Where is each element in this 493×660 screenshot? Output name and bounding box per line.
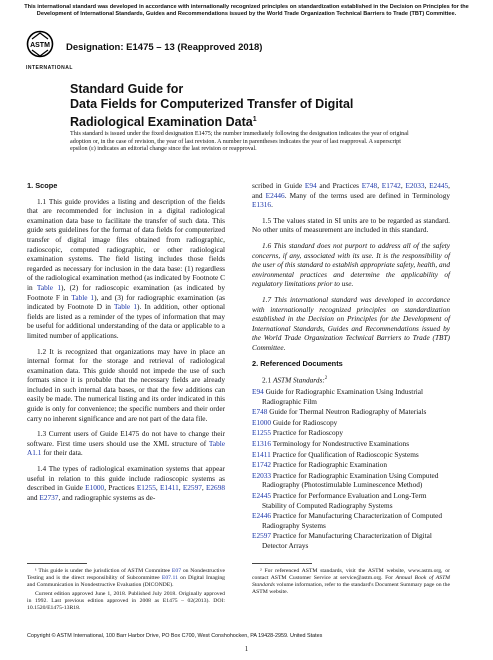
list-item: E2445 Practice for Performance Evaluation and Long-Term Stability of Computed Radiography Systems bbox=[252, 491, 427, 510]
ref-link[interactable]: E07.11 bbox=[161, 575, 178, 581]
ref-link[interactable]: E2445 bbox=[252, 491, 272, 501]
ref-link[interactable]: E1411 bbox=[159, 483, 179, 493]
ref-link[interactable]: E2597 bbox=[252, 531, 272, 541]
list-item: E1255 Practice for Radioscopy bbox=[252, 428, 343, 438]
ref-link[interactable]: E1411 bbox=[252, 449, 271, 459]
logo-text: INTERNATIONAL bbox=[26, 65, 73, 71]
title-line-2: Data Fields for Computerized Transfer of Digital bbox=[70, 97, 354, 111]
table-1-link[interactable]: Table 1 bbox=[36, 282, 62, 292]
section-1-heading: 1. Scope bbox=[27, 181, 58, 190]
ref-link[interactable]: E2033 bbox=[405, 181, 425, 190]
table-1-link[interactable]: Table 1 bbox=[71, 292, 95, 302]
ref-link[interactable]: E1742 bbox=[252, 460, 272, 470]
section-2-heading: 2. Referenced Documents bbox=[252, 358, 343, 368]
para-1-4: 1.4 The types of radiological examination systems that appear useful in relation to this guide include radioscopic systems as described in Guide E1000, Practices E1255, E1411, E2597, E2698 and E2737, and radiographic systems as de- bbox=[27, 464, 225, 502]
list-item: E748 Guide for Thermal Neutron Radiography of Materials bbox=[252, 407, 427, 417]
ref-link[interactable]: E2446 bbox=[252, 511, 272, 521]
ref-link[interactable]: E2445 bbox=[429, 181, 449, 190]
ref-link[interactable]: E2446 bbox=[265, 190, 285, 200]
list-item: E1000 Guide for Radioscopy bbox=[252, 417, 338, 427]
para-1-7: 1.7 This international standard was developed in accordance with internationally recognized principles on standardization established in the Decision on Principles for the Development of International Standards, Guides and Recommendations issued by the World Trade Organization Technical Barriers to Trade (TBT) Committee. bbox=[252, 294, 450, 352]
ref-link[interactable]: E94 bbox=[252, 387, 264, 397]
astm-standards-subheading: 2.1 ASTM Standards:$^2$ bbox=[262, 375, 328, 385]
table-a1-1-link[interactable]: Table A1.1 bbox=[27, 438, 225, 458]
ref-link[interactable]: E2698 bbox=[205, 483, 225, 493]
list-item: E1316 Terminology for Nondestructive Examinations bbox=[252, 439, 410, 449]
list-item: E1742 Practice for Radiographic Examination bbox=[252, 460, 387, 470]
ref-link[interactable]: E1316 bbox=[252, 200, 272, 210]
list-item: E1411 Practice for Qualification of Radioscopic Systems bbox=[252, 449, 419, 459]
copyright-line: Copyright © ASTM International, 100 Barr Harbor Drive, PO Box C700, West Conshohocken, PA 19428-2959. United States bbox=[27, 633, 323, 639]
ref-link[interactable]: E1000 bbox=[85, 483, 105, 493]
footnote-divider bbox=[252, 563, 312, 564]
page-number: 1 bbox=[244, 645, 249, 653]
ref-link[interactable]: E07 bbox=[171, 568, 182, 574]
footnote-divider bbox=[27, 563, 87, 564]
title-line-3: Radiological Examination Data bbox=[70, 115, 253, 130]
footnote-1: ¹ This guide is under the jurisdiction of ASTM Committee E07 on Nondestructive Testing and is the direct responsibility of Subcommittee E07.11 on Digital Imaging and Communication in Nondestructive Evaluation (DICONDE). Current edition approved June 1, 2018. Published July 2018. Originally approved in 1992. Last previous edition approved in 2008 as E1475 – 02(2013). DOI: 10.1520/E1475-13R18. bbox=[27, 568, 226, 611]
list-item: E2446 Practice for Manufacturing Characterization of Computed Radiography Systems bbox=[252, 511, 443, 530]
para-1-5: 1.5 The values stated in SI units are to be regarded as standard. No other units of measurement are included in this standard. bbox=[252, 215, 450, 235]
document-title bbox=[70, 82, 410, 130]
table-1-link[interactable]: Table 1 bbox=[114, 302, 138, 312]
footnote-2: ² For referenced ASTM standards, visit the ASTM website, www.astm.org, or contact ASTM Customer Service at service@astm.org. For Annual Book of ASTM Standards volume information, refer to the standard's Document Summary page on the ASTM website. bbox=[252, 568, 451, 595]
ref-link[interactable]: E1255 bbox=[252, 428, 272, 438]
ref-link[interactable]: E2033 bbox=[252, 470, 272, 480]
para-1-1: 1.1 This guide provides a listing and description of the fields that are recommended for inclusion in a digital radiological examination data base to facilitate the transfer of such data. This guide sets guidelines for the format of data fields for computerized transfer of digital image files obtained from radiographic, radioscopic, computed radiographic, or other radiological examination systems. The field listing includes those fields regarded as necessary for inclusion in the data base: (1) regardless of the radiological examination method (as indicated by Footnote C in Table 1), (2) for radioscopic examination (as indicated by Footnote F in Table 1), and (3) for radiographic examination (as indicated by Footnote D in Table 1). In addition, other optional fields are listed as a reminder of the types of information that may be useful for additional understanding of the data or applicable to a limited number of applications. bbox=[27, 196, 226, 340]
ref-link[interactable]: E2597 bbox=[182, 483, 202, 493]
title-line-1: Standard Guide for bbox=[70, 82, 184, 96]
para-1-4-continued: scribed in Guide E94 and Practices E748, E1742, E2033, E2445, and E2446. Many of the terms used are defined in Terminology E1316. bbox=[252, 181, 450, 210]
ref-link[interactable]: E1316 bbox=[252, 439, 272, 449]
issuance-note: This standard is issued under the fixed designation E1475; the number immediately following the designation indicates the year of original adoption or, in the case of revision, the year of last revision. A number in parentheses indicates the year of last reapproval. A superscript epsilon (ε) indicates an editorial change since the last revision or reapproval. bbox=[70, 131, 409, 153]
right-column bbox=[252, 181, 450, 552]
ref-link[interactable]: E748 bbox=[252, 407, 268, 417]
ref-link[interactable]: E1742 bbox=[381, 181, 401, 190]
list-item: E2597 Practice for Manufacturing Characterization of Digital Detector Arrays bbox=[252, 531, 432, 551]
ref-link[interactable]: E1000 bbox=[252, 417, 272, 427]
list-item: E94 Guide for Radiographic Examination Using Industrial Radiographic Film bbox=[252, 387, 424, 406]
left-column bbox=[27, 181, 225, 508]
tbt-notice: This international standard was developed in accordance with internationally recognized principles on standardization established in the Decision on Principles for the Development of International Standards, Guides and Recommendations issued by the World Trade Organization Technical Barriers to Trade (TBT) Committee. bbox=[24, 4, 469, 17]
designation: Designation: E1475 – 13 (Reapproved 2018) bbox=[66, 42, 263, 53]
ref-link[interactable]: E94 bbox=[304, 181, 317, 190]
ref-link[interactable]: E2737 bbox=[39, 492, 59, 502]
para-1-6: 1.6 This standard does not purport to address all of the safety concerns, if any, associated with its use. It is the responsibility of the user of this standard to establish appropriate safety, health, and environmental practices and determine the applicability of regulatory limitations prior to use. bbox=[252, 240, 450, 289]
astm-logo-icon bbox=[26, 30, 54, 60]
svg-text:ASTM: ASTM bbox=[30, 42, 50, 49]
para-1-3: 1.3 Current users of Guide E1475 do not have to change their software. First time users should use the XML structure of Table A1.1 for their data. bbox=[27, 429, 225, 458]
para-1-2: 1.2 It is recognized that organizations may have in place an internal format for the storage and retrieval of radiological examination data. This guide should not impede the use of such formats since it is probable that the necessary fields are already included in such internal data bases, or that the few additions can easily be made. The numerical listing and its order indicated in this guide is only for convenience; the specific numbers and their order carry no inherent significance and are not part of the data file. bbox=[27, 346, 225, 423]
list-item: E2033 Practice for Radiographic Examination Using Computed Radiography (Photostimulable Luminescence Method) bbox=[252, 470, 439, 490]
astm-logo bbox=[26, 30, 73, 71]
title-footnote-mark: 1 bbox=[252, 116, 257, 123]
ref-link[interactable]: E748 bbox=[361, 181, 378, 190]
footnote-1-edition: Current edition approved June 1, 2018. Published July 2018. Originally approved in 1992. Last previous edition approved in 2008 as E1475 – 02(2013). DOI: 10.1520/E1475-13R18. bbox=[27, 591, 225, 611]
ref-link[interactable]: E1255 bbox=[136, 483, 156, 493]
reference-list bbox=[252, 387, 450, 551]
